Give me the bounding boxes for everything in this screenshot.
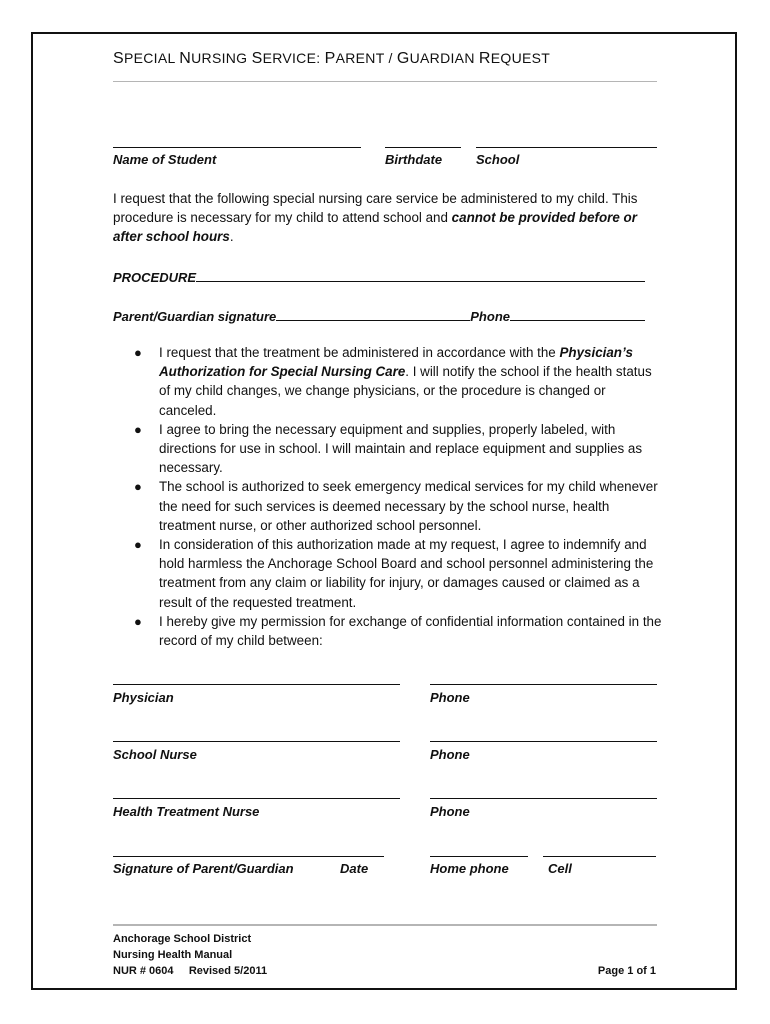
school-nurse-line[interactable] [113,741,400,742]
birthdate-line[interactable] [385,147,461,148]
home-phone-line[interactable] [430,856,528,857]
footer-divider [113,924,657,926]
footer-manual: Nursing Health Manual [113,949,233,961]
terms-list [113,343,665,650]
school-nurse-label: School Nurse [113,747,197,762]
bullet-icon: ● [134,421,142,437]
parent-signature-label: Parent/Guardian signature [113,309,277,324]
title-divider [113,81,657,82]
parent-guardian-signature-line[interactable] [113,856,384,857]
birthdate-label: Birthdate [385,152,443,167]
list-item: ● I hereby give my permission for exchange of confidential information contained in the record of my child between: [134,613,662,649]
name-of-student-label: Name of Student [113,152,217,167]
intro-paragraph: I request that the following special nursing care service be administered to my child. This procedure is necessary for my child to attend school and cannot be provided before or after school hours. [113,191,638,244]
list-item: ● I agree to bring the necessary equipment and supplies, properly labeled, with directions for use in school. I will maintain and replace equipment and supplies as necessary. [134,421,643,476]
footer-block [113,931,267,979]
health-nurse-phone-label: Phone [430,804,470,819]
footer-district: Anchorage School District [113,933,252,945]
date-label: Date [340,861,369,876]
school-nurse-phone-line[interactable] [430,741,657,742]
physician-line[interactable] [113,684,400,685]
home-phone-label: Home phone [430,861,509,876]
parent-signature-line[interactable] [276,306,470,321]
bullet-icon: ● [134,537,142,553]
parent-phone-label: Phone [470,309,510,324]
health-treatment-nurse-label: Health Treatment Nurse [113,804,260,819]
school-nurse-phone-label: Phone [430,747,470,762]
physician-label: Physician [113,690,174,705]
cell-label: Cell [548,861,572,876]
health-nurse-line[interactable] [113,798,400,799]
physician-phone-label: Phone [430,690,470,705]
bullet-icon: ● [134,345,142,360]
bullet-icon: ● [134,479,142,495]
list-item: ● I request that the treatment be administered in accordance with the Physician’s Authorization for Special Nursing Care. I will notify the school if the health status of my child changes, we change physicians, or the procedure is changed or canceled. [134,345,652,418]
list-item: ● The school is authorized to seek emergency medical services for my child whenever the need for such services is deemed necessary by the school nurse, health treatment nurse, or other authorized school personnel. [134,479,658,533]
footer-ref: NUR # 0604 Revised 5/2011 [113,965,268,977]
bullet-icon: ● [134,613,142,629]
page-number: Page 1 of 1 [597,965,656,977]
signature-parent-label: Signature of Parent/Guardian [113,861,294,876]
parent-signature-row [113,306,658,324]
procedure-line[interactable] [196,267,645,282]
physician-phone-line[interactable] [430,684,657,685]
form-title: SPECIAL NURSING SERVICE: PARENT / GUARDIAN REQUEST [113,50,551,67]
student-name-line[interactable] [113,147,361,148]
health-nurse-phone-line[interactable] [430,798,657,799]
procedure-label: PROCEDURE [113,270,197,285]
parent-phone-line[interactable] [510,306,645,321]
procedure-row [113,267,657,285]
list-item: ● In consideration of this authorization made at my request, I agree to indemnify and hold harmless the Anchorage School Board and school personnel administering the treatment from any claim or liability for injury, or damages caused or claimed as a result of the requested treatment. [134,537,654,610]
school-label: School [476,152,520,167]
school-line[interactable] [476,147,657,148]
cell-line[interactable] [543,856,656,857]
